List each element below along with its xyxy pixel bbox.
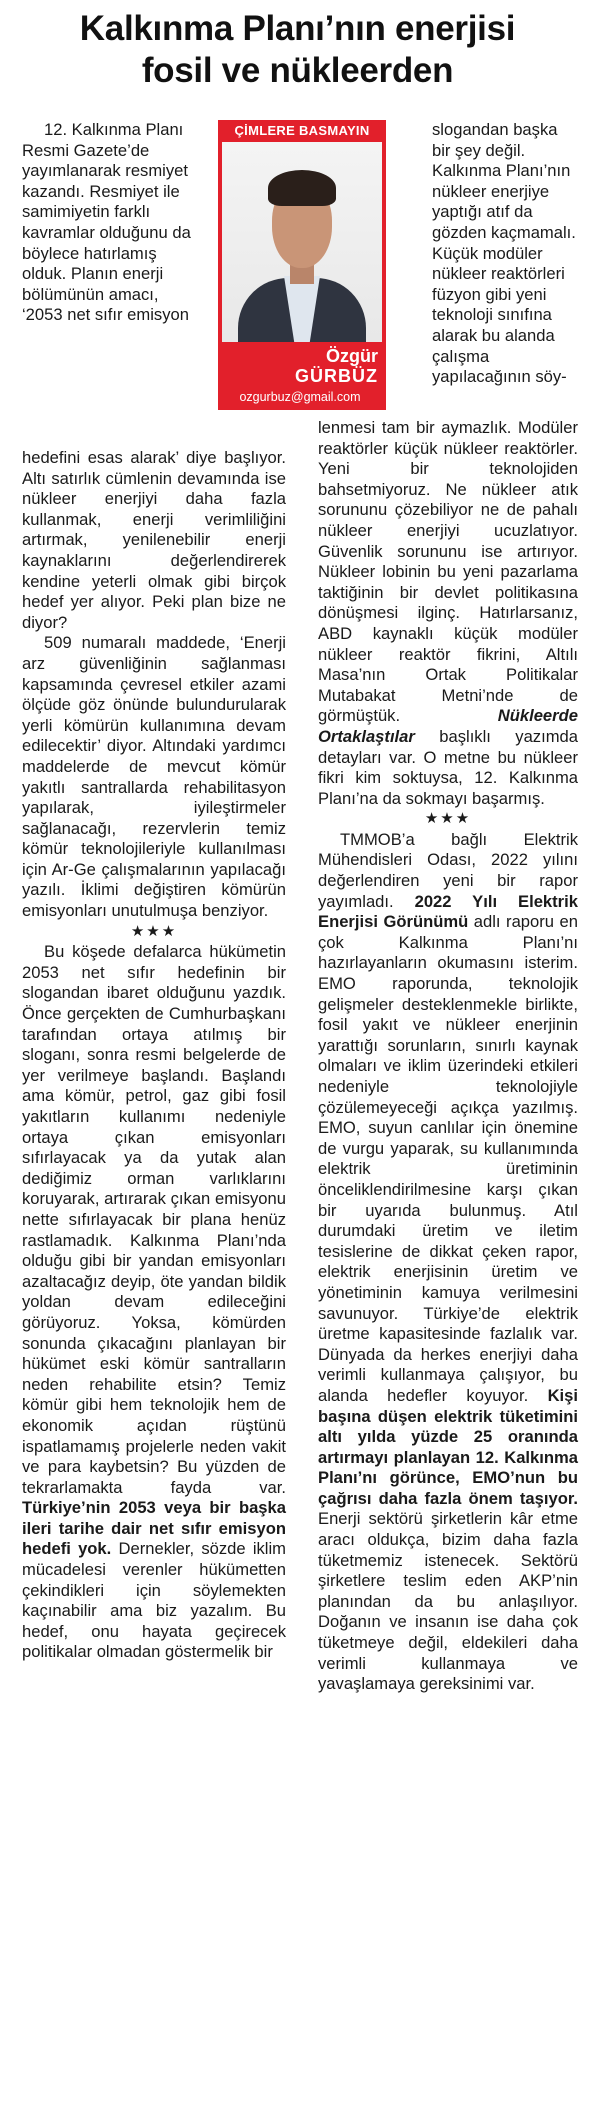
paragraph-col2-2-bold2: Kişi başına düşen elektrik tüketimini altı yılda yüzde 25 oranında artırmayı planlayan 12. Kalkınma Planı’nı görünce, EMO’nun bu çağrısı daha fazla önem taşıyor.: [318, 1385, 578, 1508]
column-2: [318, 418, 578, 1695]
paragraph-3-tail: Dernekler, sözde iklim mücadelesi verenler hükümetten çekindikleri için söylemekten kaçınabilir ama biz yazalım. Bu hedef, onu hayata geçirecek politikalar olmadan göstermelik bir: [22, 1539, 286, 1662]
paragraph-col2-2-mid: adlı raporu en çok Kalkınma Planı’nı hazırlayanların okumasını isterim. EMO raporunda, teknolojik gelişmeler desteklenmekle birlikte, fosil yakıt ve nükleer enerjinin yarattığı sorunların, sınırlı kaynak olmaları ve iklim üzerindeki etkileri nedeniyle teknolojiyle çözülemeyeceği açıkça yazılmış. EMO, suyun canlılar için önemine de vurgu yaparak, su kullanımında elektrik üretiminin önceliklendirilmesine karşı çıkan bir uyarıda bulunmuş. Atıl durumdaki üretim ve iletim tesislerine de dikkat çeken rapor, elektrik enerjisinin üretim ve yönetiminin kamuya verilmesini savunuyor. Türkiye’de elektrik üretme kapasitesinde fazlalık var. Dünyada da herkes enerjiyi daha verimli kullanmaya çalışıyor, bu alanda hedefler koyuyor.: [318, 912, 578, 1405]
headline-line-1: Kalkınma Planı’nın enerjisi: [79, 9, 516, 48]
columnist-last-name: GÜRBÜZ: [295, 366, 378, 386]
paragraph-col2-2-text: TMMOB’a bağlı Elektrik Mühendisleri Odası, 2022 yılını değerlendiren yeni bir rapor yayımladı.: [318, 829, 578, 911]
section-divider-stars: ★★★: [130, 922, 178, 940]
columnist-photo: [222, 142, 382, 342]
paragraph-2: 509 numaralı maddede, ‘Enerji arz güvenliğinin sağlanması kapsamında çevresel etkiler azami ölçüde göz önünde bulundurularak yerli kömürün kullanımına devam edilecektir’ diyor. Altındaki yardımcı maddelerde de mevcut kömür yakıtlı santrallarda rehabilitasyon yapılarak, iyileştirmeler sağlanacağı, rezervlerin temiz kömür teknolojileriyle kullanılması için Ar-Ge çalışmalarının yapılacağı yazılı. İklimi değiştiren kömürün emisyonları unutulmuşa benziyor.: [22, 633, 286, 921]
column-1: [22, 448, 286, 1663]
column-name: ÇİMLERE BASMAYIN: [234, 123, 370, 138]
columnist-first-name: Özgür: [326, 346, 378, 366]
headline: [0, 8, 595, 92]
paragraph-col2-1: [318, 418, 578, 809]
section-divider-stars-2: ★★★: [424, 810, 472, 828]
paragraph-col2-2: [318, 830, 578, 1695]
paragraph-col2-2-tail: Enerji sektörü şirketlerin kâr etme aracı oldukça, bizim daha fazla tüketmemiz istenecek. Sektörü şirketlere teslim eden AKP’nin planından da bu anlaşılıyor. Doğanın ve insanın ise daha çok tüketmeye değil, eldekileri daha verimli kullanmaya ve yavaşlamaya gereksinimi var.: [318, 1509, 578, 1694]
columnist-email[interactable]: ozgurbuz@gmail.com: [239, 390, 361, 404]
column-2-intro: [432, 120, 578, 388]
paragraph-col2-start: slogandan başka bir şey değil. Kalkınma Planı’nın nükleer enerjiye yaptığı atıf da gözden kaçmamalı. Küçük modüler nükleer reaktörleri füzyon gibi yeni teknoloji sınıfına alarak bu alanda çalışma yapılacağının söy-: [432, 120, 576, 387]
paragraph-3: [22, 942, 286, 1663]
columnist-box: [218, 120, 386, 410]
headline-line-2: fosil ve nükleerden: [141, 51, 454, 90]
paragraph-3-bold: Türkiye’nin 2053 veya bir başka ileri tarihe dair net sıfır emisyon hedefi yok.: [22, 1498, 286, 1559]
paragraph-intro: 12. Kalkınma Planı Resmi Gazete’de yayımlanarak resmiyet kazandı. Resmiyet ile samimiyetin farklı kavramlar olduğunu da böylece hatırlamış olduk. Planın enerji bölümünün amacı, ‘2053 net sıfır emisyon: [22, 120, 191, 325]
paragraph-3-text: Bu köşede defalarca hükümetin 2053 net sıfır hedefinin bir slogandan ibaret olduğunu yazdık. Önce gerçekten de Cumhurbaşkanı tarafından ortaya atılmış bir sloganı, sonra resmi belgelerde de yer verilmeye başlandı. Başlandı ama kömür, petrol, gaz gibi fosil yakıtların kullanımı nedeniyle ortaya çıkan emisyonları sıfırlayacak ya da yutak alan dediğimiz orman varlıklarını koruyarak, artırarak çıkan emisyonu nette sıfırlayacak bir plana henüz rastlamadık. Kalkınma Planı’nda olduğu gibi bir yandan emisyonları azaltacağız deyip, öte yandan bildik yoldan devam edileceğini görüyoruz. Yoksa, kömürden sonunda çıkacağını planlayan bir hükümet eski kömür santralların neden rehabilite etsin? Temiz kömür gibi hem teknolojik hem de ekonomik açıdan rüştünü ispatlamamış projelerle neden vakit ve para kaybetsin? Bu yüzden de tekrarlamakta fayda var.: [22, 942, 286, 1497]
paragraph-col2-2-bold: 2022 Yılı Elektrik Enerjisi Görünümü: [318, 891, 578, 932]
column-1-intro: [22, 120, 202, 326]
paragraph-col2-1-text: lenmesi tam bir aymazlık. Modüler reaktörler küçük nükleer reaktörler. Yeni bir teknolojiden bahsetmiyoruz. Ne nükleer atık sorununu çözebiliyor ne de pahalı nükleer enerjiyi ucuzlatıyor. Güvenlik sorununu ise artırıyor. Nükleer lobinin bu yeni pazarlama taktiğinin bir devlet politikasına dönüşmesi ilginç. Hatırlarsanız, ABD kaynaklı küçük modüler nükleer reaktör fikrini, Altılı Masa’nın Ortak Politikalar Mutabakat Metni’nde de görmüştük.: [318, 418, 578, 726]
paragraph-col2-1-tail: başlıklı yazımda detayları var. O metne bu nükleer fikri kim soktuysa, 12. Kalkınma Planı’na da sokmayı başarmış.: [318, 726, 578, 808]
paragraph-col2-1-bold: Nükleerde Ortaklaştılar: [318, 706, 578, 746]
paragraph-1-continued: hedefini esas alarak’ diye başlıyor. Altı satırlık cümlenin devamında ise nükleer enerjiyi daha fazla kullanmak, enerji verimliliğini artırmak, yenilenebilir enerji kaynaklarını değerlendirerek kendine yeterli olmak gibi birçok hedef yer alıyor. Peki plan bize ne diyor?: [22, 448, 286, 632]
photo-hair: [268, 170, 336, 206]
